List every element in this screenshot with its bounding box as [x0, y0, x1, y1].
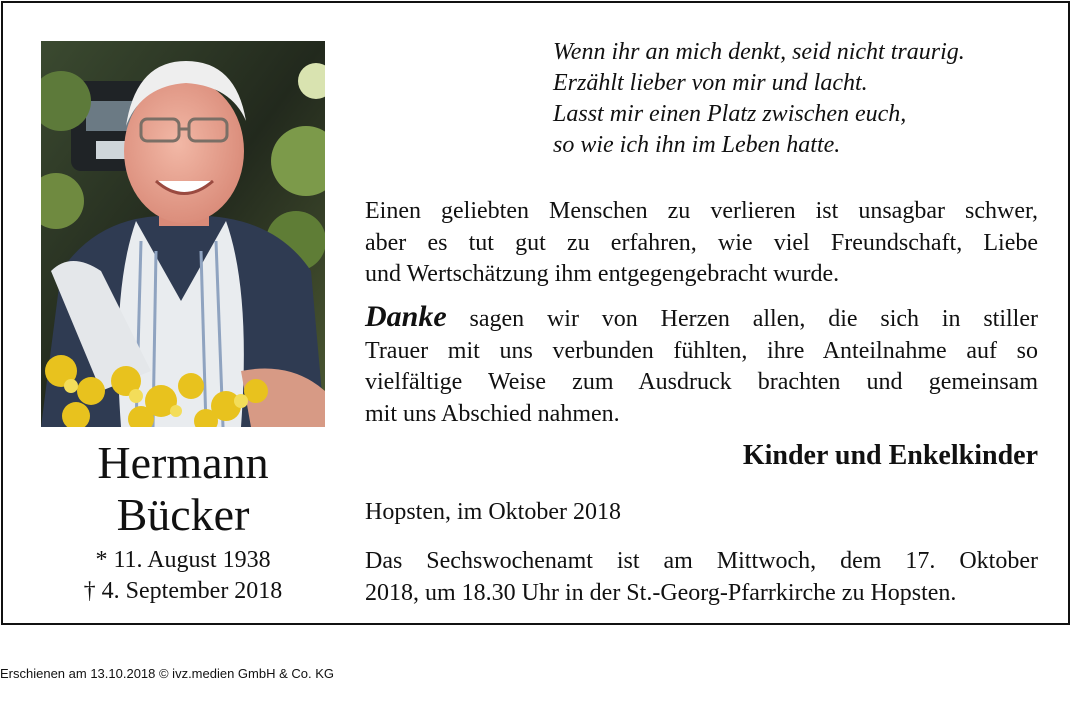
memorial-poem [553, 37, 1053, 161]
paragraph-line: aber es tut gut zu erfahren, wie viel Freundschaft, Liebe [365, 229, 1038, 256]
paragraph-line: 2018, um 18.30 Uhr in der St.-Georg-Pfarrkirche zu Hopsten. [365, 579, 957, 606]
death-date: † 4. September 2018 [83, 578, 283, 604]
paragraph-line: und Wertschätzung ihm entgegengebracht wurde. [365, 261, 840, 287]
deceased-first-name: Hermann [97, 437, 269, 488]
paragraph-line: Einen geliebten Menschen zu verlieren ist unsagbar schwer, [365, 198, 1038, 224]
danke-emphasis: Danke [365, 300, 447, 333]
place-date: Hopsten, im Oktober 2018 [365, 499, 621, 525]
paragraph-line [365, 301, 1038, 336]
paragraph-line: Das Sechswochenamt ist am Mittwoch, dem 17. Oktober [365, 548, 1038, 574]
paragraph-line-text: sagen wir von Herzen allen, die sich in stiller [446, 306, 1038, 332]
portrait-photo [41, 41, 325, 427]
paragraph-line: Trauer mit uns verbunden fühlten, ihre Anteilnahme auf so [365, 337, 1038, 364]
publication-footer: Erschienen am 13.10.2018 © ivz.medien GmbH & Co. KG [0, 666, 335, 681]
signature: Kinder und Enkelkinder [742, 440, 1038, 471]
birth-date: * 11. August 1938 [95, 547, 271, 573]
poem-line: Erzählt lieber von mir und lacht. [553, 70, 868, 96]
poem-line: so wie ich ihn im Leben hatte. [553, 132, 841, 158]
paragraph-line: vielfältige Weise zum Ausdruck brachten und gemeinsam [365, 369, 1038, 395]
paragraph-line: mit uns Abschied nahmen. [365, 400, 620, 427]
poem-line: Lasst mir einen Platz zwischen euch, [553, 101, 907, 127]
obituary-notice [1, 1, 1070, 625]
thanks-paragraph [365, 301, 1038, 430]
poem-line: Wenn ihr an mich denkt, seid nicht traurig. [553, 39, 965, 65]
gratitude-paragraph [365, 196, 1038, 291]
service-paragraph [365, 546, 1038, 609]
deceased-last-name: Bücker [116, 489, 250, 540]
